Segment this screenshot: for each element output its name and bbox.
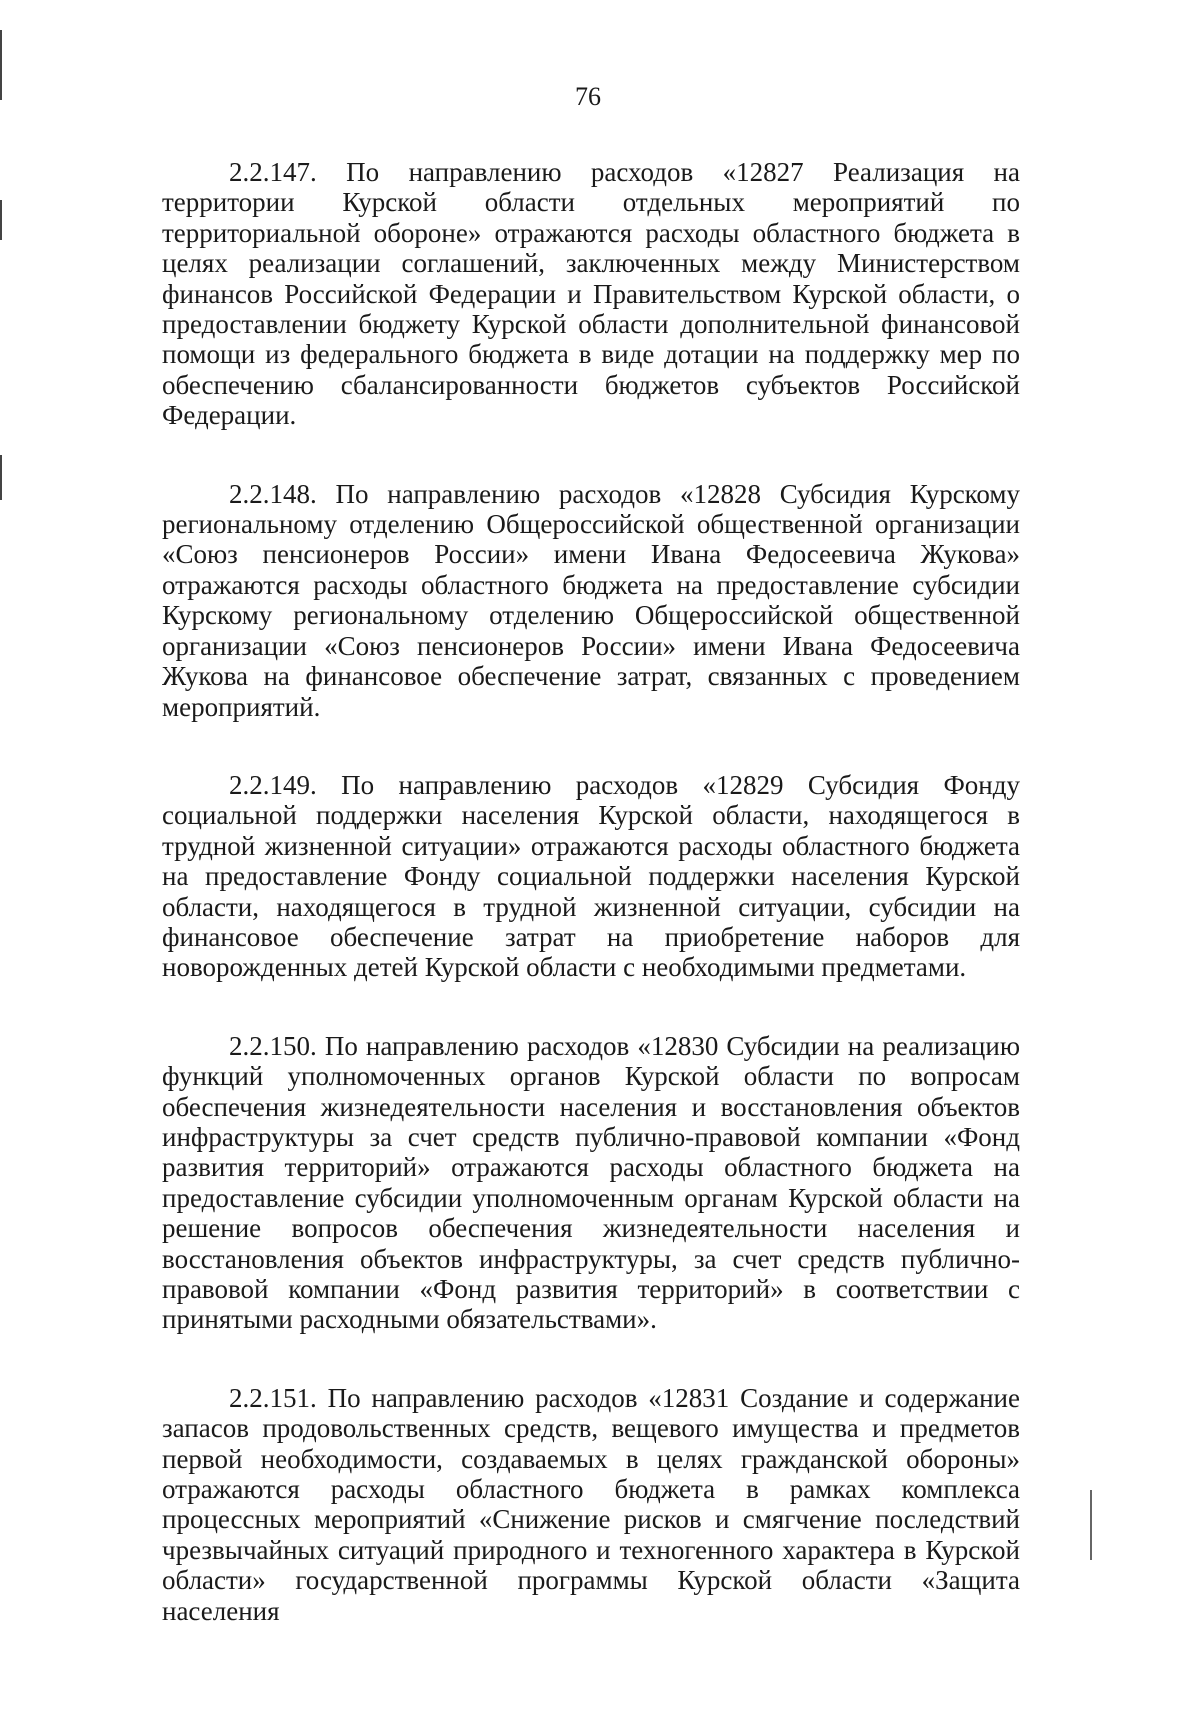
page-number: 76 [575,82,601,111]
paragraph-2-2-151: 2.2.151. По направлению расходов «12831 Создание и содержание запасов продовольственных средств, вещевого имущества и предметов первой необходимости, создаваемых в целях гражданской обороны» отражаются расходы областного бюджета в рамках комплекса процессных мероприятий «Снижение рисков и смягчение последствий чрезвычайных ситуаций природного и техногенного характера в Курской области» государственной программы Курской области «Защита населения [162,1382,1020,1626]
paragraph-2-2-150: 2.2.150. По направлению расходов «12830 Субсидии на реализацию функций уполномоченных органов Курской области по вопросам обеспечения жизнедеятельности населения и восстановления объектов инфраструктуры за счет средств публично-правовой компании «Фонд развития территорий» отражаются расходы областного бюджета на предоставление субсидии уполномоченным органам Курской области на решение вопросов обеспечения жизнедеятельности населения и восстановления объектов инфраструктуры, за счет средств публично-правовой компании «Фонд развития территорий» в соответствии с принятыми расходными обязательствами». [162,1030,1020,1335]
scan-edge-mark [0,200,2,240]
paragraph-2-2-148: 2.2.148. По направлению расходов «12828 Субсидия Курскому региональному отделению Общероссийской общественной организации «Союз пенсионеров России» имени Ивана Федосеевича Жукова» отражаются расходы областного бюджета на предоставление субсидии Курскому региональному отделению Общероссийской общественной организации «Союз пенсионеров России» имени Ивана Федосеевича Жукова на финансовое обеспечение затрат, связанных с проведением мероприятий. [162,478,1020,722]
scan-edge-mark [1090,1490,1092,1560]
scan-edge-mark [0,455,2,500]
paragraph-2-2-149: 2.2.149. По направлению расходов «12829 Субсидия Фонду социальной поддержки населения Курской области, находящегося в трудной жизненной ситуации» отражаются расходы областного бюджета на предоставление Фонду социальной поддержки населения Курской области, находящегося в трудной жизненной ситуации, субсидии на финансовое обеспечение затрат на приобретение наборов для новорожденных детей Курской области с необходимыми предметами. [162,769,1020,983]
document-body [162,157,1020,1626]
paragraph-2-2-147: 2.2.147. По направлению расходов «12827 Реализация на территории Курской области отдельных мероприятий по территориальной обороне» отражаются расходы областного бюджета в целях реализации соглашений, заключенных между Министерством финансов Российской Федерации и Правительством Курской области, о предоставлении бюджету Курской области дополнительной финансовой помощи из федерального бюджета в виде дотации на поддержку мер по обеспечению сбалансированности бюджетов субъектов Российской Федерации. [162,157,1020,431]
